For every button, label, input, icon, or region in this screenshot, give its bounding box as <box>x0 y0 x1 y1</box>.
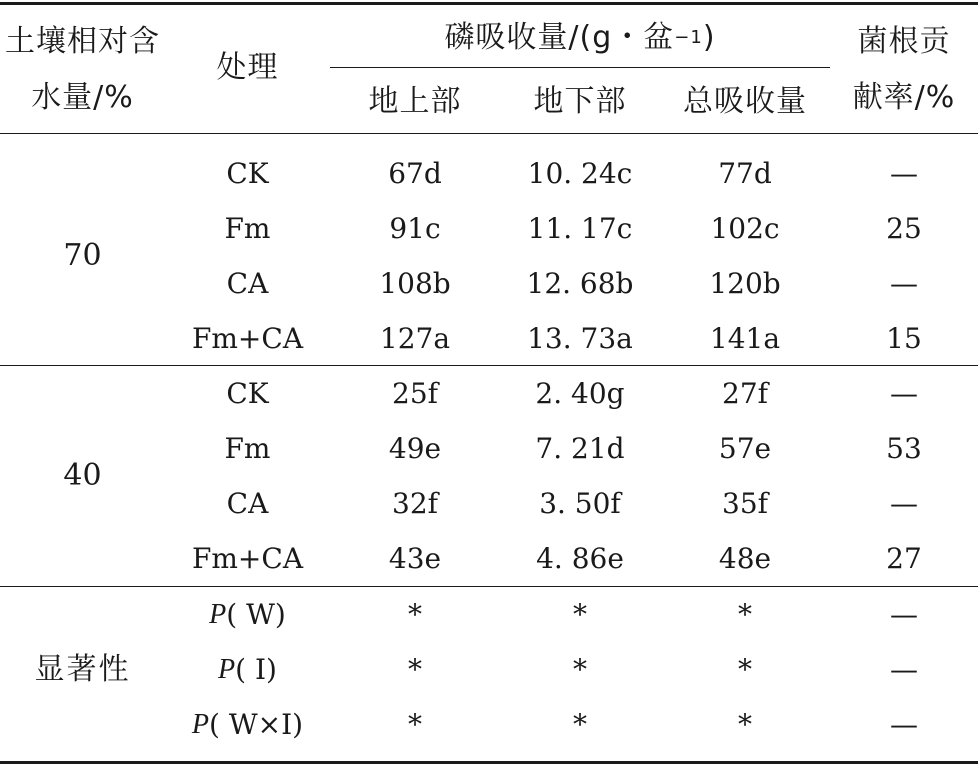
belowground-cell: * <box>573 598 587 631</box>
header-uptake-group-main: 磷吸收量/(g・盆 <box>444 20 675 55</box>
treatment-cell: Fm <box>224 212 271 245</box>
contribution-cell: 27 <box>886 542 922 575</box>
contribution-cell: — <box>890 487 918 520</box>
table-bottom-rule <box>0 761 978 764</box>
aboveground-cell: * <box>408 653 422 686</box>
contribution-cell: — <box>890 267 918 300</box>
header-bottom-rule <box>0 133 978 134</box>
treatment-cell <box>165 595 330 635</box>
aboveground-cell: 67d <box>388 157 442 190</box>
header-belowground: 地下部 <box>533 84 627 119</box>
aboveground-cell: 43e <box>388 542 442 575</box>
factor-label: ( W) <box>226 598 286 631</box>
contribution-cell: 15 <box>886 322 922 355</box>
treatment-cell: CA <box>226 487 269 520</box>
uptake-group-underline <box>330 67 830 68</box>
total-cell: 35f <box>722 487 768 520</box>
contribution-cell: — <box>890 377 918 410</box>
treatment-cell <box>165 705 330 745</box>
p-symbol: P <box>191 709 210 740</box>
contribution-cell: — <box>890 708 918 741</box>
table-top-rule <box>0 2 978 5</box>
group-divider-2 <box>0 586 978 587</box>
belowground-cell: 3. 50f <box>539 487 621 520</box>
treatment-cell: CA <box>226 267 269 300</box>
belowground-cell: 10. 24c <box>527 157 633 190</box>
total-cell: 120b <box>709 267 781 300</box>
treatment-cell: Fm+CA <box>191 542 304 575</box>
belowground-cell: 11. 17c <box>527 212 633 245</box>
treatment-cell: Fm <box>224 432 271 465</box>
treatment-cell: CK <box>226 377 269 410</box>
header-moisture-line1: 土壤相对含 <box>5 24 160 59</box>
belowground-cell: * <box>573 653 587 686</box>
treatment-cell: CK <box>226 157 269 190</box>
contribution-cell: — <box>890 598 918 631</box>
header-uptake-group-end: ) <box>702 20 716 55</box>
contribution-cell: — <box>890 653 918 686</box>
total-cell: 27f <box>722 377 768 410</box>
aboveground-cell: 91c <box>389 212 441 245</box>
contribution-cell: 53 <box>886 432 922 465</box>
belowground-cell: 12. 68b <box>526 267 634 300</box>
total-cell: 57e <box>718 432 772 465</box>
total-cell: 48e <box>718 542 772 575</box>
p-symbol: P <box>218 654 236 685</box>
belowground-cell: 4. 86e <box>536 542 624 575</box>
belowground-cell: 7. 21d <box>535 432 625 465</box>
header-aboveground: 地上部 <box>368 84 462 119</box>
belowground-cell: 2. 40g <box>535 377 625 410</box>
contribution-cell: — <box>890 157 918 190</box>
aboveground-cell: * <box>408 708 422 741</box>
aboveground-cell: 108b <box>379 267 451 300</box>
header-treatment: 处理 <box>216 50 279 85</box>
total-cell: * <box>738 708 752 741</box>
aboveground-cell: 49e <box>388 432 442 465</box>
group-label-70: 70 <box>63 238 102 273</box>
treatment-cell: Fm+CA <box>191 322 304 355</box>
treatment-cell <box>165 650 330 690</box>
factor-label: ( I) <box>235 653 277 686</box>
belowground-cell: * <box>573 708 587 741</box>
p-symbol: P <box>209 599 227 630</box>
aboveground-cell: * <box>408 598 422 631</box>
factor-label: ( W×I) <box>209 708 304 741</box>
total-cell: * <box>738 598 752 631</box>
aboveground-cell: 25f <box>392 377 438 410</box>
group-divider-1 <box>0 365 978 366</box>
aboveground-cell: 127a <box>379 322 451 355</box>
group-label-40: 40 <box>63 458 102 493</box>
total-cell: 102c <box>710 212 780 245</box>
aboveground-cell: 32f <box>392 487 438 520</box>
header-total-uptake: 总吸收量 <box>683 84 807 119</box>
total-cell: 141a <box>709 322 781 355</box>
header-moisture-line2: 水量/% <box>31 80 134 115</box>
group-label-significance: 显著性 <box>34 652 131 687</box>
contribution-cell: 25 <box>886 212 922 245</box>
header-contribution-line1: 菌根贡 <box>857 24 951 59</box>
header-contribution-line2: 献率/% <box>852 80 956 115</box>
total-cell: * <box>738 653 752 686</box>
header-uptake-group: 磷吸收量/(g・盆 −1 ) <box>444 20 716 55</box>
belowground-cell: 13. 73a <box>527 322 633 355</box>
total-cell: 77d <box>718 157 772 190</box>
